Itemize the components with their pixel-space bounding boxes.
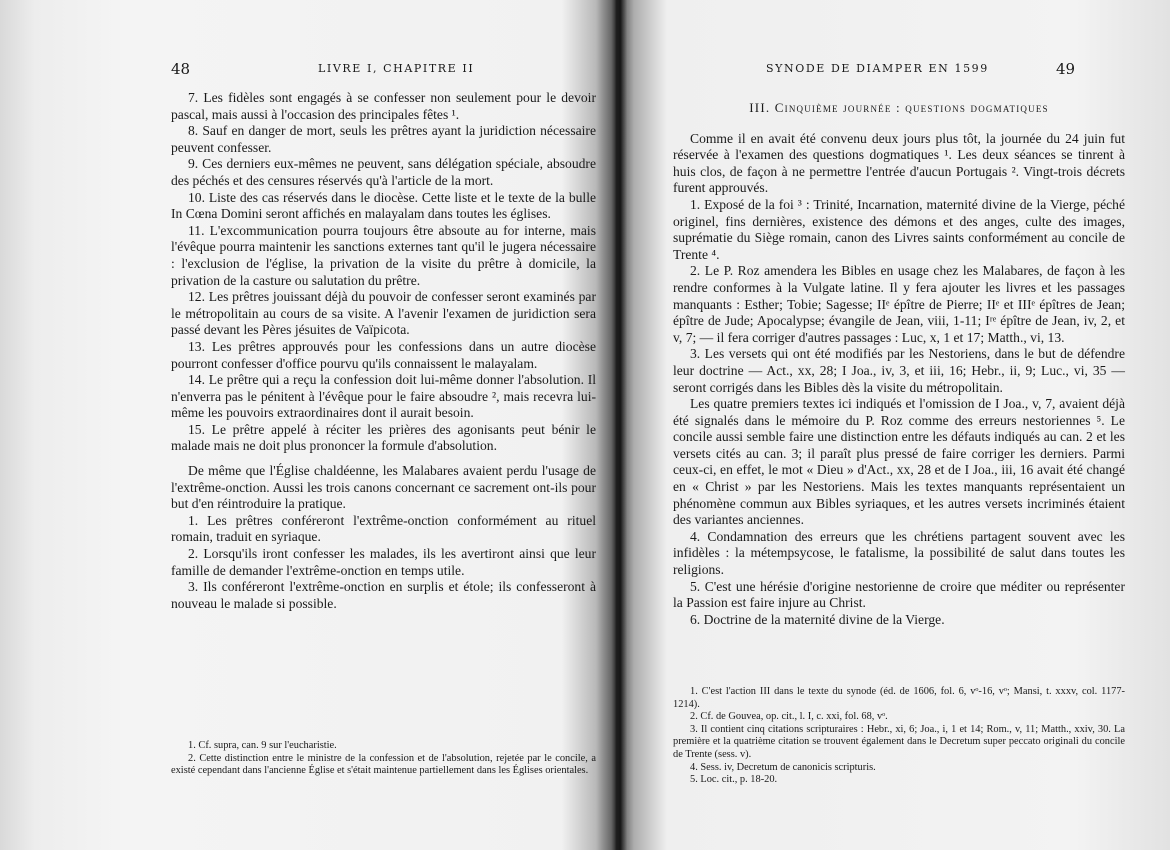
paragraph: 4. Condamnation des erreurs que les chrétiens partagent souvent avec les infidèles : la métempsycose, le fatalisme, la possibilité de salut dans toutes les religions. [673, 528, 1125, 578]
footnote: 3. Il contient cinq citations scripturaires : Hebr., xi, 6; Joa., i, 1 et 14; Rom., v, 11; Matth., xxiv, 30. La première et la quatrième citation se trouvent également dans le Decretum super peccato originali du concile de Trente (sess. v). [673, 723, 1125, 760]
paragraph: 15. Le prêtre appelé à réciter les prières des agonisants peut bénir le malade mais ne doit plus prononcer la formule d'absolution. [171, 421, 596, 454]
paragraph: 3. Les versets qui ont été modifiés par les Nestoriens, dans le but de défendre leur doctrine — Act., xx, 28; I Joa., iv, 3, et iii, 16; Hebr., ii, 9; Luc., vi, 35 — seront corrigés dans les Bibles dès la visite du métropolitain. [673, 346, 1125, 395]
paragraph: 12. Les prêtres jouissant déjà du pouvoir de confesser seront examinés par le métropolitain au cours de sa visite. A l'avenir l'examen de juridiction sera passé devant les Pères jésuites de Vaïpicota. [171, 289, 596, 338]
footnotes [673, 686, 1125, 787]
paragraph: 11. L'excommunication pourra toujours être absoute au for interne, mais l'évêque pourra maintenir les sanctions externes tant qu'il le jugera nécessaire : l'exclusion de l'église, la privation de la visite du prêtre à domicile, la privation de la casture ou salutation du prêtre. [171, 222, 596, 288]
paragraph: 9. Ces derniers eux-mêmes ne peuvent, sans délégation spéciale, absoudre des péchés et des censures réservés qu'à l'article de la mort. [171, 156, 596, 188]
footnote: 1. Cf. supra, can. 9 sur l'eucharistie. [188, 740, 337, 751]
paragraph: Les quatre premiers textes ici indiqués et l'omission de I Joa., v, 7, avaient déjà été signalés dans le mémoire du P. Roz comme des erreurs nestoriennes ⁵. Le concile aussi semble faire une distinction entre les défauts indiqués au can. 2 et les versets cités au can. 3; il paraît plus pressé de faire corriger les derniers. Parmi ceux-ci, en effet, le mot « Dieu » d'Act., xx, 28 et de I Joa., iii, 16 avait été changé en « Christ » par les Nestoriens. Mais les textes manquants représentaient un phénomène commun aux Bibles syriaques, et les autres versets incriminés étaient des variantes anciennes. [673, 396, 1125, 528]
running-head: SYNODE DE DIAMPER EN 1599 [766, 62, 989, 75]
page-number: 49 [1056, 60, 1076, 78]
footnotes [171, 740, 596, 778]
section-heading: III. Cinquième journée : questions dogmatiques [749, 100, 1049, 115]
paragraph: 2. Lorsqu'ils iront confesser les malades, ils les avertiront ainsi que leur famille de demander l'extrême-onction en temps utile. [171, 546, 596, 578]
running-head: LIVRE I, CHAPITRE II [318, 62, 475, 75]
paragraph: De même que l'Église chaldéenne, les Malabares avaient perdu l'usage de l'extrême-onction. Aussi les trois canons concernant ce sacrement ont-ils pour but d'en réintroduire la pratique. [171, 463, 596, 512]
body-text [673, 100, 1125, 628]
body-text [171, 90, 596, 612]
paragraph: Comme il en avait été convenu deux jours plus tôt, la journée du 24 juin fut réservée à l'examen des questions dogmatiques ¹. Les deux séances se tinrent à huis clos, de façon à ne permettre l'entrée d'aucun Portugais ². Vingt-trois décrets furent approuvés. [673, 130, 1125, 196]
paragraph: 13. Les prêtres approuvés pour les confessions dans un autre diocèse pourront confesser d'office pourvu qu'ils connaissent le malayalam. [171, 338, 596, 371]
paragraph: 2. Le P. Roz amendera les Bibles en usage chez les Malabares, de façon à les rendre conformes à la Vulgate latine. Il y fera ajouter les livres et les passages manquants : Esther; Tobie; Sagesse; IIᵉ épître de Pierre; IIᵉ et IIIᵉ épîtres de Jean; épître de Jude; Apocalypse; évangile de Jean, viii, 1-11; Iʳᵉ épître de Jean, iv, 2, et v, 7; — il fera corriger d'autres passages : Luc, x, 1 et 17; Matth., vi, 13. [673, 263, 1125, 345]
paragraph: 1. Exposé de la foi ³ : Trinité, Incarnation, maternité divine de la Vierge, péché originel, fins dernières, existence des démons et des anges, culte des images, suprématie du Siège romain, canon des Livres saints conformément au concile de Trente ⁴. [673, 196, 1125, 262]
right-page [624, 0, 1170, 850]
footnote: 5. Loc. cit., p. 18-20. [690, 774, 778, 786]
paragraph: 6. Doctrine de la maternité divine de la Vierge. [690, 611, 945, 627]
footnote: 4. Sess. iv, Decretum de canonicis scripturis. [690, 761, 876, 773]
paragraph: 7. Les fidèles sont engagés à se confesser non seulement pour le devoir pascal, mais aussi à l'occasion des principales fêtes ¹. [171, 90, 596, 122]
paragraph: 10. Liste des cas réservés dans le diocèse. Cette liste et le texte de la bulle In Cœna Domini seront affichés en malayalam dans toutes les églises. [171, 189, 596, 222]
page-number: 48 [171, 60, 191, 78]
paragraph: 3. Ils conféreront l'extrême-onction en surplis et étole; ils confesseront à nouveau le malade si possible. [171, 579, 596, 611]
footnote: 1. C'est l'action III dans le texte du synode (éd. de 1606, fol. 6, vᵒ-16, vᵒ; Mansi, t. xxxv, col. 1177-1214). [673, 686, 1125, 710]
paragraph: 8. Sauf en danger de mort, seuls les prêtres ayant la juridiction nécessaire peuvent confesser. [171, 123, 596, 155]
paragraph: 1. Les prêtres conféreront l'extrême-onction conformément au rituel romain, traduit en syriaque. [171, 512, 596, 545]
paragraph: 5. C'est une hérésie d'origine nestorienne de croire que méditer ou représenter la Passion est faire injure au Christ. [673, 578, 1125, 611]
footnote: 2. Cette distinction entre le ministre de la confession et de l'absolution, rejetée par le concile, a existé cependant dans l'ancienne Église et s'était maintenue partiellement dans les Églises orientales. [171, 752, 596, 777]
footnote: 2. Cf. de Gouvea, op. cit., l. I, c. xxi, fol. 68, vᵒ. [690, 711, 888, 723]
paragraph: 14. Le prêtre qui a reçu la confession doit lui-même donner l'absolution. Il n'enverra pas le pénitent à l'évêque pour le faire absoudre ², mais recevra lui-même les pouvoirs extraordinaires dont il aurait besoin. [171, 372, 596, 421]
